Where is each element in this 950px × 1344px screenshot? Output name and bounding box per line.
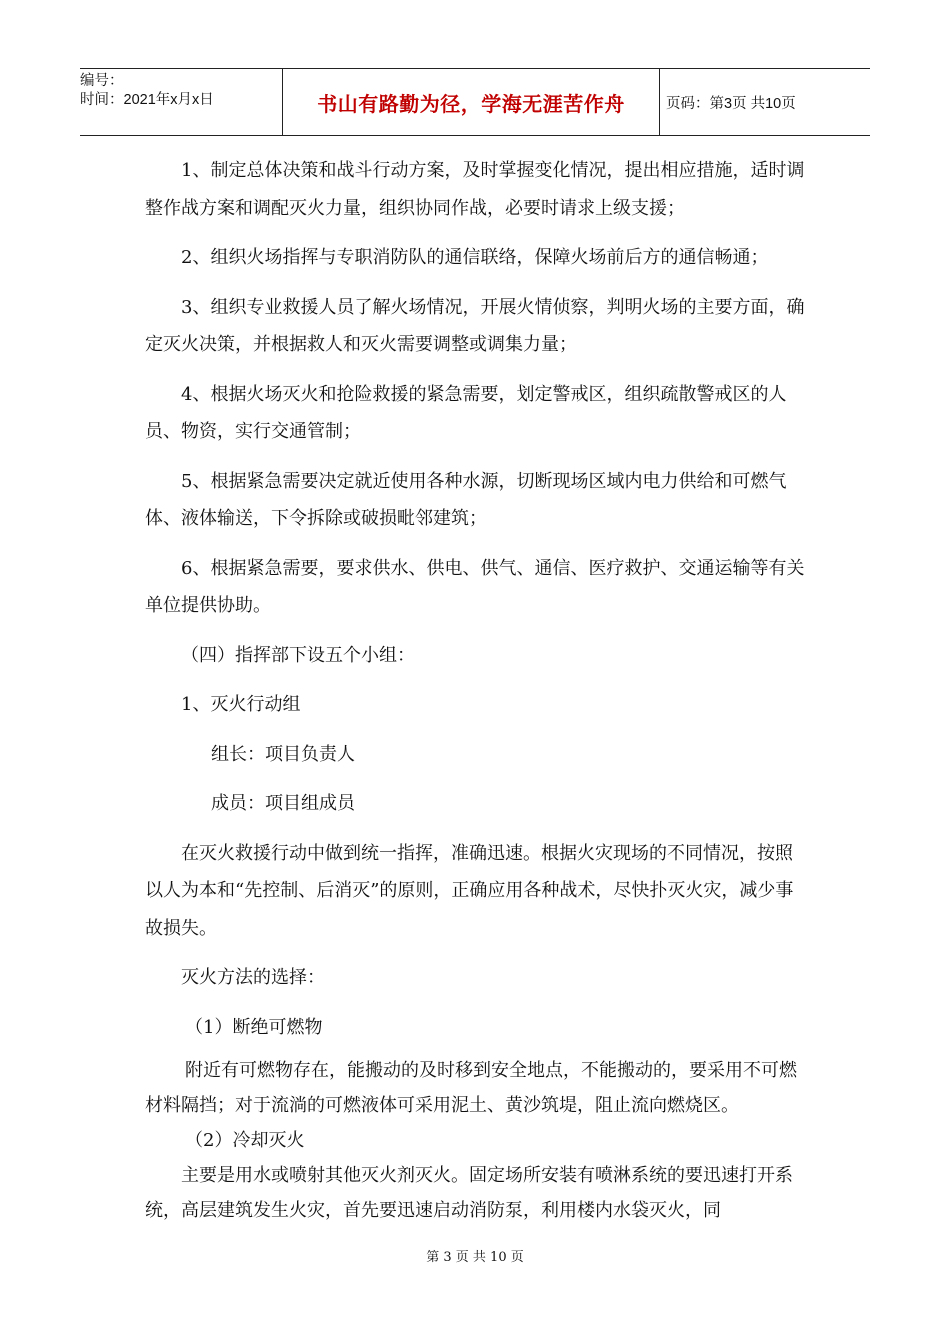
subsection-heading: 1、灭火行动组: [181, 694, 301, 715]
header-motto-cell: [282, 69, 660, 135]
method-heading: （2）冷却灭火: [185, 1130, 305, 1151]
paragraph: 附近有可燃物存在，能搬动的及时移到安全地点，不能搬动的，要采用不可燃材料隔挡；对于流淌的可燃液体可采用泥土、黄沙筑堤，阻止流向燃烧区。: [145, 1060, 797, 1116]
paragraph: 1、制定总体决策和战斗行动方案，及时掌握变化情况，提出相应措施，适时调整作战方案和调配灭火力量，组织协同作战，必要时请求上级支援；: [145, 160, 805, 219]
header-page-number: 页码：第3页 共10页: [666, 95, 796, 112]
paragraph: 4、根据火场灭火和抢险救援的紧急需要，划定警戒区，组织疏散警戒区的人员、物资，实行交通管制；: [145, 383, 787, 442]
header-page-cell: [666, 69, 870, 135]
paragraph: 主要是用水或喷射其他灭火剂灭火。固定场所安装有喷淋系统的要迅速打开系统，高层建筑发生火灾，首先要迅速启动消防泵，利用楼内水袋灭火，同: [145, 1165, 793, 1221]
paragraph: 灭火方法的选择：: [181, 967, 325, 988]
document-number-label: 编号：: [80, 73, 124, 89]
paragraph: 6、根据紧急需要，要求供水、供电、供气、通信、医疗救护、交通运输等有关单位提供协助。: [145, 557, 805, 616]
paragraph: 在灭火救援行动中做到统一指挥，准确迅速。根据火灾现场的不同情况，按照以人为本和“先控制、后消灭”的原则，正确应用各种战术，尽快扑灭火灾，减少事故损失。: [145, 842, 794, 939]
document-time-label: 时间：2021年x月x日: [80, 92, 214, 108]
paragraph: 2、组织火场指挥与专职消防队的通信联络，保障火场前后方的通信畅通；: [181, 247, 769, 268]
page-footer: 第 3 页 共 10 页: [426, 1250, 524, 1265]
section-heading: （四）指挥部下设五个小组：: [181, 644, 415, 666]
document-body: [145, 152, 807, 1228]
header-motto: 书山有路勤为径，学海无涯苦作舟: [317, 91, 625, 116]
page-header: [80, 68, 870, 136]
method-heading: （1）断绝可燃物: [185, 1016, 323, 1038]
group-leader-line: 组长：项目负责人: [211, 743, 355, 765]
paragraph: 5、根据紧急需要决定就近使用各种水源，切断现场区域内电力供给和可燃气体、液体输送，下令拆除或破损毗邻建筑；: [145, 470, 787, 529]
group-members-line: 成员：项目组成员: [211, 793, 355, 814]
header-left-cell: [80, 69, 280, 138]
paragraph: 3、组织专业救援人员了解火场情况，开展火情侦察，判明火场的主要方面，确定灭火决策，并根据救人和灭火需要调整或调集力量；: [145, 296, 805, 355]
